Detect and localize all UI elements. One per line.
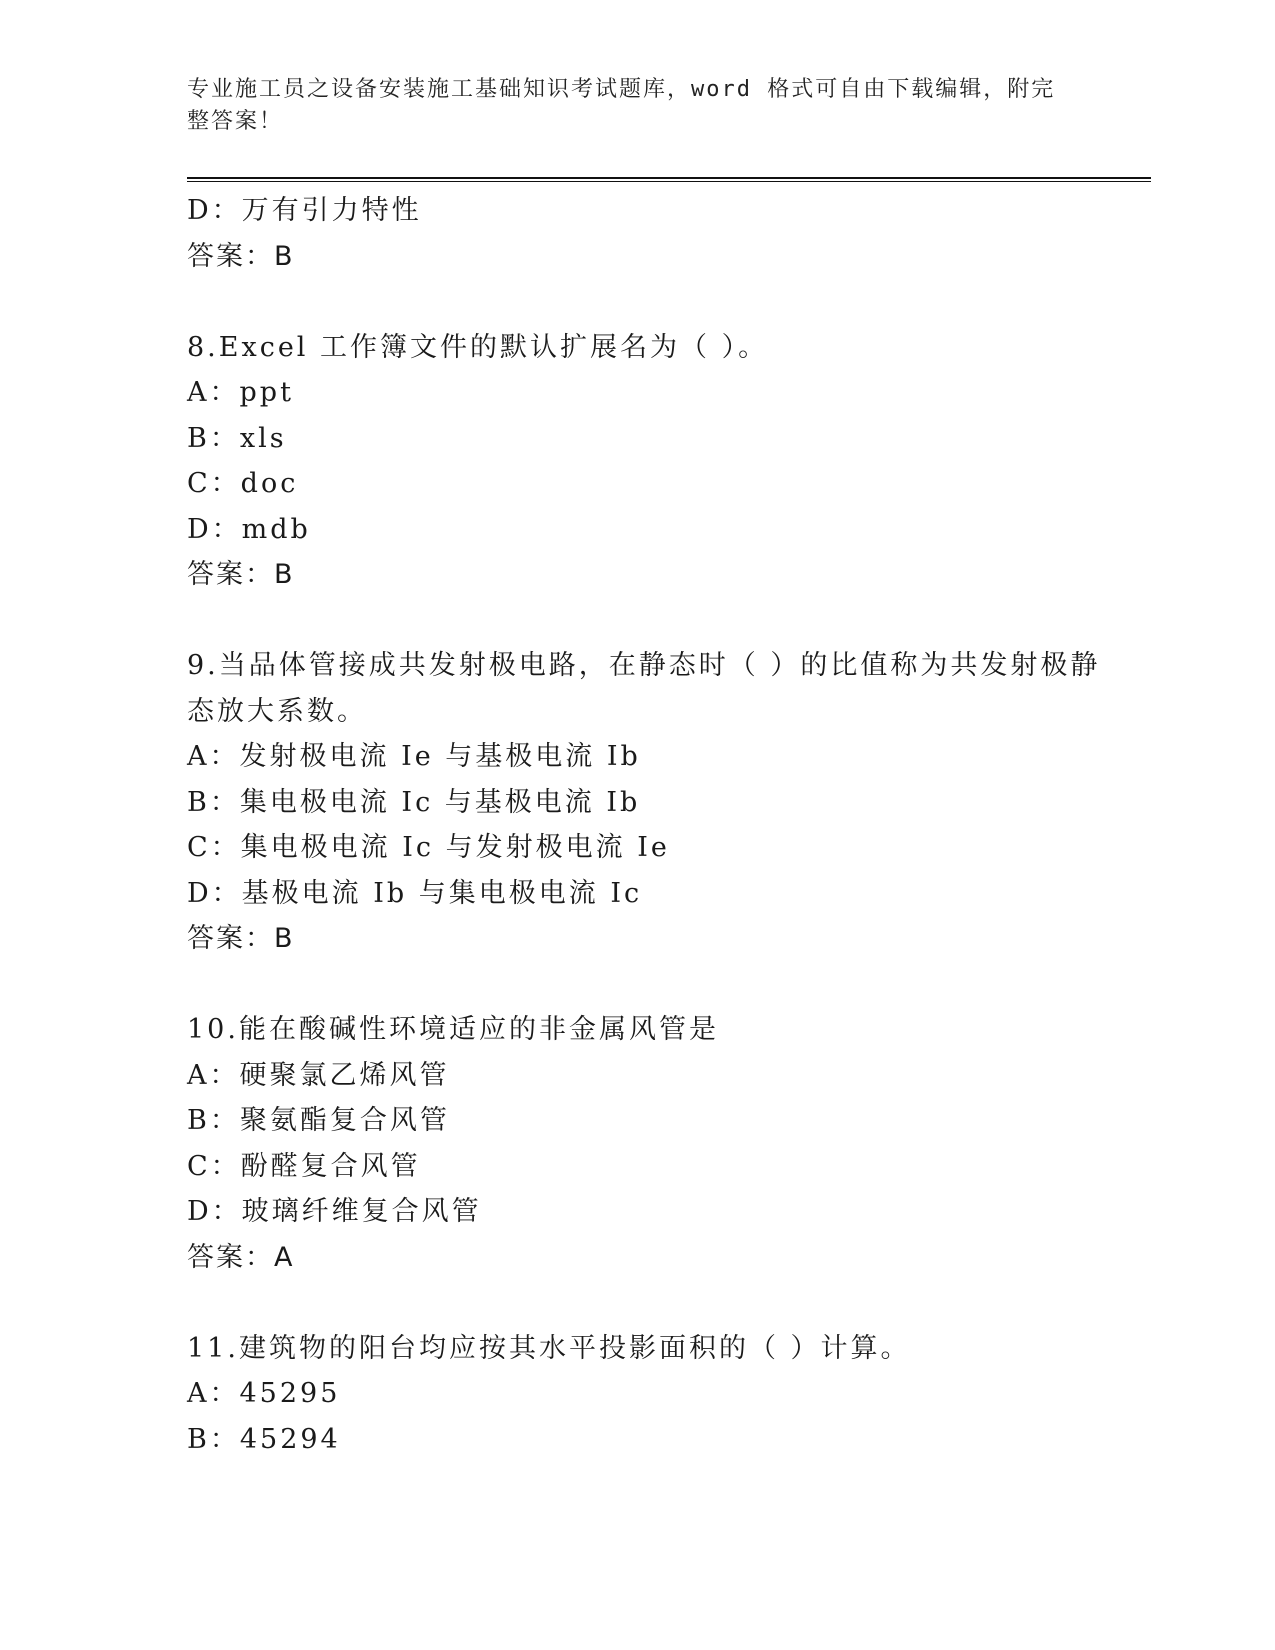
question-stem: 11.建筑物的阳台均应按其水平投影面积的（ ）计算。 [187,1332,911,1364]
question-stem-line-2: 态放大系数。 [187,695,367,727]
question-7-tail [187,188,1107,279]
document-header [187,74,1067,138]
question-11 [187,1326,1107,1463]
question-10 [187,1007,1107,1280]
spacer [187,1280,1107,1326]
option-b: B：聚氨酯复合风管 [187,1105,450,1136]
answer: 答案：B [187,240,295,272]
question-list [187,188,1107,1462]
option-c: C：酚醛复合风管 [187,1150,421,1182]
header-divider [187,177,1151,183]
spacer [187,598,1107,644]
question-stem-line-1: 9.当品体管接成共发射极电路，在静态时（ ）的比值称为共发射极静 [187,650,1101,681]
answer: 答案：A [187,1241,295,1273]
question-stem: 10.能在酸碱性环境适应的非金属风管是 [187,1014,719,1045]
option-d: D：玻璃纤维复合风管 [187,1196,482,1227]
question-8 [187,325,1107,598]
header-line-1: 专业施工员之设备安装施工基础知识考试题库，word 格式可自由下载编辑，附完 [187,77,1056,102]
option-b: B：集电极电流 Ic 与基极电流 Ib [187,786,641,818]
header-divider-thin [187,181,1151,182]
answer: 答案：B [187,923,295,954]
header-line-2: 整答案！ [187,109,284,134]
option-c: C：集电极电流 Ic 与发射极电流 Ie [187,832,670,863]
option-a: A：发射极电流 Ie 与基极电流 Ib [187,741,641,772]
option-d: D：万有引力特性 [187,195,422,226]
header-divider-thick [187,177,1151,179]
option-b: B：xls [187,422,287,454]
option-a: A：45295 [187,1378,341,1409]
question-9 [187,643,1107,962]
option-a: A：ppt [187,377,294,408]
option-c: C：doc [187,468,299,499]
option-d: D：mdb [187,513,311,545]
option-b: B：45294 [187,1423,341,1455]
option-d: D：基极电流 Ib 与集电极电流 Ic [187,877,643,909]
spacer [187,962,1107,1008]
answer: 答案：B [187,559,295,590]
spacer [187,279,1107,325]
question-stem: 8.Excel 工作簿文件的默认扩展名为（ ）。 [187,331,769,363]
option-a: A：硬聚氯乙烯风管 [187,1059,450,1091]
